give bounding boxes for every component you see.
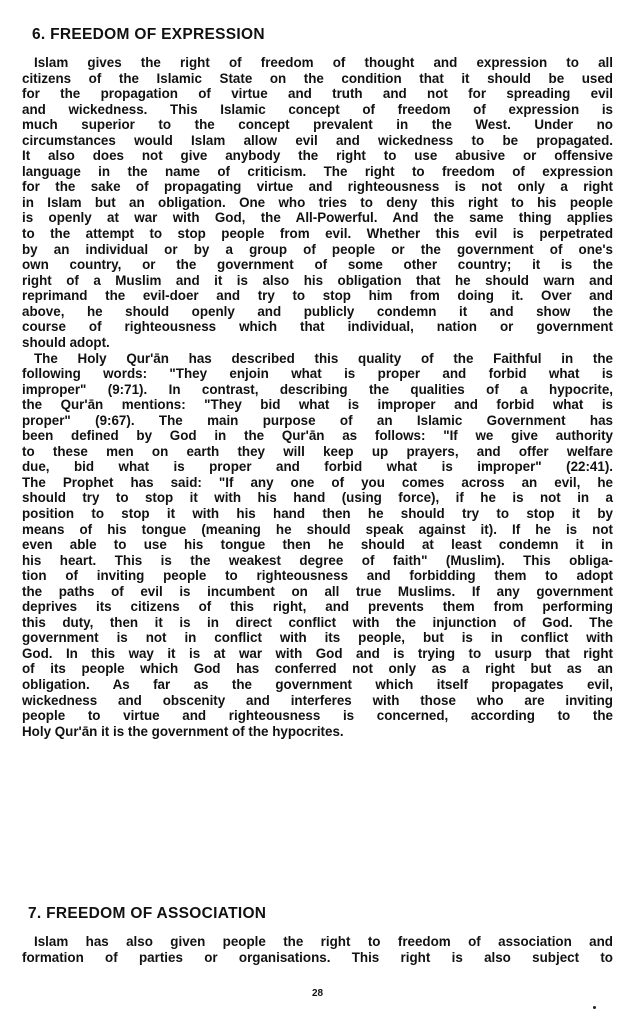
text-line: government is not in conflict with its people, but is in conflict with	[22, 630, 613, 646]
text-line: much superior to the concept prevalent in the West. Under no	[22, 117, 613, 133]
text-line: to the attempt to stop people from evil. Whether this evil is perpetrated	[22, 226, 613, 242]
text-line: The Prophet has said: "If any one of you comes across an evil, he	[22, 474, 613, 490]
text-line: for the propagation of virtue and truth and not for spreading evil	[22, 86, 613, 102]
text-line: circumstances would Islam allow evil and wickedness to be propagated.	[22, 132, 613, 148]
page-number: 28	[311, 988, 324, 999]
text-line: deprives its citizens of this right, and prevents them from performing	[22, 599, 613, 615]
text-line: language in the name of criticism. The right to freedom of expression	[22, 163, 613, 179]
text-line: of its people which God has conferred not only as a right but as an	[22, 661, 613, 677]
text-line: improper" (9:71). In contrast, describing the qualities of a hypocrite,	[22, 381, 613, 397]
text-line: own country, or the government of some other country; it is the	[22, 257, 613, 273]
text-line: It also does not give anybody the right to use abusive or offensive	[22, 148, 613, 164]
text-line: tion of inviting people to righteousness and forbidding them to adopt	[22, 568, 613, 584]
text-line: reprimand the evil-doer and try to stop him from doing it. Over and	[22, 288, 613, 304]
text-line: should try to stop it with his hand (using force), if he is not in a	[22, 490, 613, 506]
text-line: wickedness and obscenity and interferes with those who are inviting	[22, 692, 613, 708]
ink-speck	[593, 1006, 596, 1009]
text-line: course of righteousness which that individual, nation or government	[22, 319, 613, 335]
text-line: due, bid what is proper and forbid what is improper" (22:41).	[22, 459, 613, 475]
text-line: proper" (9:67). The main purpose of an Islamic Government has	[22, 412, 613, 428]
text-line: his heart. This is the weakest degree of faith" (Muslim). This obliga-	[22, 552, 613, 568]
text-line: for the sake of propagating virtue and righteousness is not only a right	[22, 179, 613, 195]
text-line: citizens of the Islamic State on the condition that it should be used	[22, 70, 613, 86]
text-line: the Qur'ān mentions: "They bid what is improper and forbid what is	[22, 397, 613, 413]
text-line: obligation. As far as the government which itself propagates evil,	[22, 676, 613, 692]
text-line: means of his tongue (meaning he should speak against it). If he is not	[22, 521, 613, 537]
text-line: God. In this way it is at war with God and is trying to usurp that right	[22, 645, 613, 661]
text-line: Islam gives the right of freedom of thought and expression to all	[34, 55, 613, 70]
text-line: people to virtue and righteousness is concerned, according to the	[22, 708, 613, 724]
text-line: this duty, then it is in direct conflict with the injunction of God. The	[22, 614, 613, 630]
section-6-paragraph-1	[22, 55, 613, 350]
text-line: Holy Qur'ān it is the government of the hypocrites.	[22, 723, 344, 739]
text-line: to these men on earth they will keep up prayers, and offer welfare	[22, 443, 613, 459]
text-line: The Holy Qur'ān has described this quality of the Faithful in the	[34, 350, 613, 366]
text-line: position to stop it with his hand then he should try to stop it by	[22, 505, 613, 521]
section-6-heading: 6. FREEDOM OF EXPRESSION	[32, 26, 265, 43]
section-6-paragraph-2	[22, 351, 613, 740]
text-line: by an individual or by a group of people or the government of one's	[22, 241, 613, 257]
text-line: even able to use his tongue then he should at least condemn it in	[22, 537, 613, 553]
text-line: formation of parties or organisations. This right is also subject to	[22, 949, 613, 965]
text-line: in Islam but an obligation. One who tries to deny this right to his people	[22, 194, 613, 210]
text-line: should adopt.	[22, 334, 110, 350]
text-line: been defined by God in the Qur'ān as follows: "If we give authority	[22, 428, 613, 444]
text-line: Islam has also given people the right to freedom of association and	[34, 934, 613, 949]
text-line: right of a Muslim and it is also his obligation that he should warn and	[22, 272, 613, 288]
text-line: following words: "They enjoin what is proper and forbid what is	[22, 366, 613, 382]
text-line: and wickedness. This Islamic concept of freedom of expression is	[22, 101, 613, 117]
text-line: is openly at war with God, the All-Powerful. And the same thing applies	[22, 210, 613, 226]
text-line: above, he should openly and publicly condemn it and show the	[22, 303, 613, 319]
section-7-heading: 7. FREEDOM OF ASSOCIATION	[28, 905, 267, 922]
text-line: the paths of evil is incumbent on all true Muslims. If any government	[22, 583, 613, 599]
section-7-paragraph-1	[22, 934, 613, 965]
